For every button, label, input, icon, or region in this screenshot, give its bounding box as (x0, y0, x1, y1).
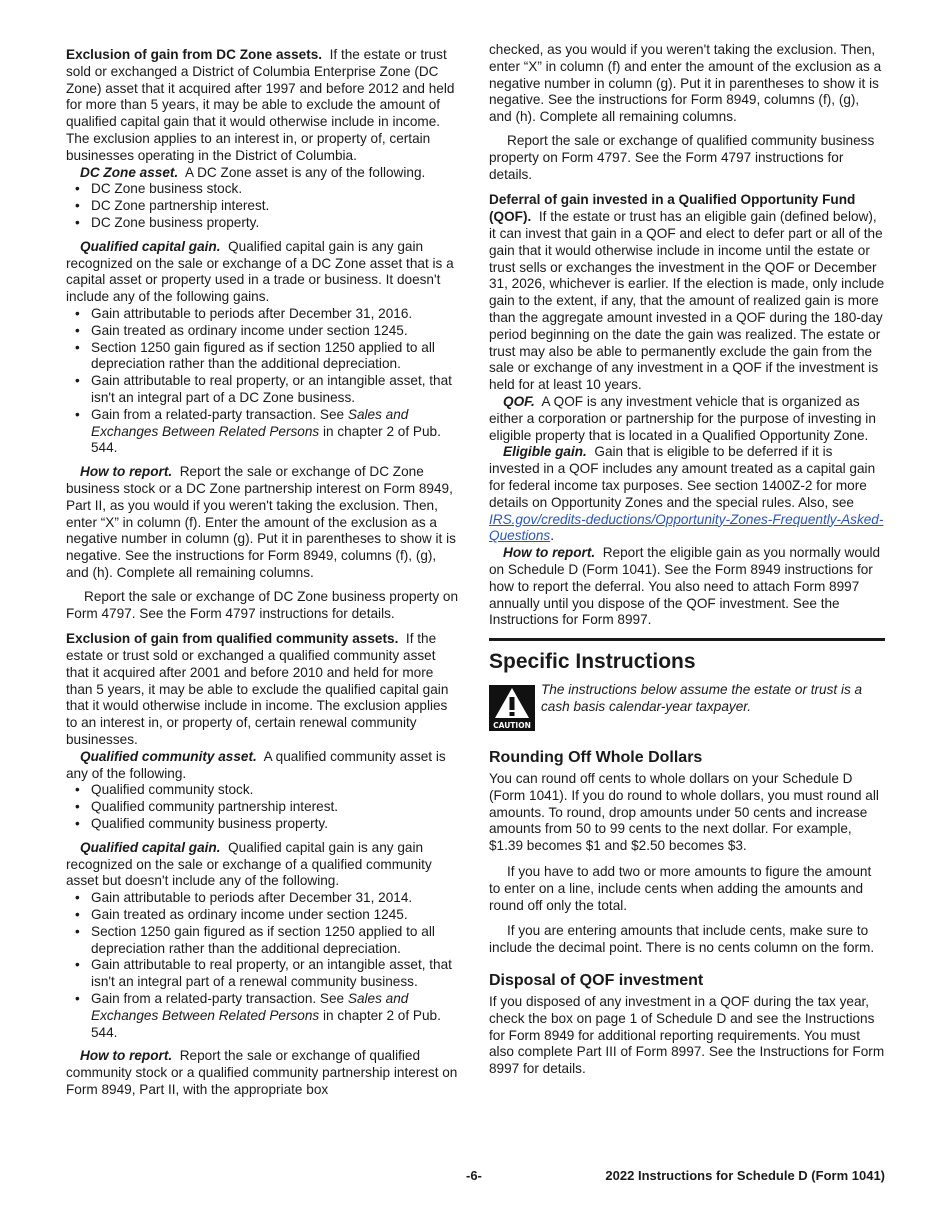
qof-heading: Deferral of gain invested in a Qualified Opportunity Fund (QOF). (489, 192, 856, 225)
qc-heading: Exclusion of gain from qualified community assets. (66, 631, 399, 647)
qcg1-paragraph: Qualified capital gain. Qualified capital gain is any gain recognized on the sale or exchange of a DC Zone asset that is a capital asset or property used in a trade or business. It doesn't include any of the following gains. (66, 238, 454, 305)
qcg2-list (66, 890, 461, 1041)
htr2-label: How to report. (80, 1048, 173, 1064)
left-column (66, 47, 461, 1099)
htr1-paragraph: How to report. Report the sale or exchange of DC Zone business stock or a DC Zone partnership interest on Form 8949, Part II, as you would if you weren't taking the exclusion. Then, enter “X” in column (f). Enter the amount of the exclusion as a negative number in column (g). Put it in parentheses to show it is negative. See the instructions for Form 8949, columns (f), (g), and (h). Complete all remaining columns. (66, 464, 456, 580)
disposal-title: Disposal of QOF investment (489, 972, 704, 990)
dc-zone-paragraph: Exclusion of gain from DC Zone assets. If the estate or trust sold or exchanged a District of Columbia Enterprise Zone (DC Zone) asset that it acquired after 1997 and before 2012 and held for more than 5 years, it may be able to exclude the amount of qualified capital gain that it would otherwise include in income. The exclusion applies to an interest in, or property of, certain businesses operating in the District of Columbia. (66, 47, 455, 163)
list-item: • Gain attributable to real property, or an intangible asset, that isn't an integral part of a DC Zone business. (66, 373, 461, 407)
dc-asset-label: DC Zone asset. (80, 164, 179, 180)
qcbp-paragraph: Report the sale or exchange of qualified community business property on Form 4797. See the Form 4797 instructions for details. (489, 132, 875, 182)
section-divider (489, 638, 885, 641)
qcg2-paragraph: Qualified capital gain. Qualified capital gain is any gain recognized on the sale or exchange of a qualified community asset but doesn't include any of the following. (66, 839, 432, 889)
list-item: • DC Zone partnership interest. (66, 198, 461, 215)
right-column (489, 42, 885, 1078)
list-item: • Gain treated as ordinary income under section 1245. (66, 323, 461, 340)
htr3-paragraph: How to report. Report the eligible gain as you normally would on Schedule D (Form 1041). See the Form 8949 instructions for how to report the deferral. You also need to attach Form 8997 annually until you dispose of the QOF investment. See the Instructions for Form 8997. (489, 545, 881, 628)
qcg2-label: Qualified capital gain. (80, 839, 221, 855)
eligible-gain-paragraph: Eligible gain. Gain that is eligible to be deferred if it is invested in a QOF includes any amount treated as a capital gain for federal income tax purposes. See section 1400Z-2 for more details on Opportunity Zones and the special rules. Also, see IRS.gov/credits-deductions/Opportunity-Zones-Frequently-Asked-Questions. (489, 444, 884, 544)
rounding-paragraph-3: If you are entering amounts that include cents, make sure to include the decimal point. There is no cents column on the form. (489, 923, 875, 956)
rounding-paragraph-2: If you have to add two or more amounts to figure the amount to enter on a line, include cents when adding the amounts and round off only the total. (489, 864, 872, 913)
htr3-label: How to report. (503, 545, 596, 561)
list-item: • Gain treated as ordinary income under section 1245. (66, 907, 461, 924)
qof-paragraph: Deferral of gain invested in a Qualified Opportunity Fund (QOF). If the estate or trust has an eligible gain (defined below), it can invest that gain in a QOF and elect to defer part or all of the gain that it would otherwise include in income until the estate or trust sells or exchanges the investment in the QOF or December 31, 2026, whichever is earlier. If the election is made, only include gain to the extent, if any, that the amount of realized gain is more than the aggregate amount invested in a QOF during the 180-day period beginning on the date the gain was realized. The estate or trust may also be able to permanently exclude the gain from the sale or exchange of any investment in a QOF if the investment is held for at least 10 years. (489, 192, 885, 393)
htr1-label: How to report. (80, 464, 173, 480)
list-item: • Gain attributable to periods after December 31, 2014. (66, 890, 461, 907)
caution-text: The instructions below assume the estate or trust is a cash basis calendar-year taxpayer. (541, 682, 863, 714)
list-item: • Qualified community partnership interest. (66, 799, 461, 816)
dc-asset-list (66, 181, 461, 231)
caution-icon (489, 685, 535, 731)
disposal-paragraph: If you disposed of any investment in a QOF during the tax year, check the box on page 1 of Schedule D and see the Instructions for Form 8949 for additional reporting requirements. You must also complete Part III of Form 8997. See the Instructions for Form 8997 for details. (489, 994, 885, 1077)
qca-label: Qualified community asset. (80, 748, 257, 764)
dc-zone-heading: Exclusion of gain from DC Zone assets. (66, 47, 323, 62)
qof-def-paragraph: QOF. A QOF is any investment vehicle that is organized as either a corporation or partnership for the purpose of investing in eligible property that is located in a Qualified Opportunity Zone. (489, 393, 876, 443)
list-item: • Section 1250 gain figured as if section 1250 applied to all depreciation rather than the additional depreciation. (66, 340, 461, 374)
qof-label: QOF. (503, 393, 535, 409)
list-item: • Qualified community business property. (66, 816, 461, 833)
dc-property-paragraph: Report the sale or exchange of DC Zone business property on Form 4797. See the Form 4797 instructions for details. (66, 588, 459, 621)
irs-opportunity-zones-link[interactable]: IRS.gov/credits-deductions/Opportunity-Zones-Frequently-Asked-Questions (489, 511, 884, 544)
rounding-title: Rounding Off Whole Dollars (489, 749, 703, 767)
list-item: • Section 1250 gain figured as if section 1250 applied to all depreciation rather than the additional depreciation. (66, 924, 461, 958)
list-item: • Gain from a related-party transaction. See Sales and Exchanges Between Related Persons in chapter 2 of Pub. 544. (66, 991, 461, 1041)
page-number: -6- (466, 1168, 482, 1183)
list-item: • Gain from a related-party transaction. See Sales and Exchanges Between Related Persons in chapter 2 of Pub. 544. (66, 407, 461, 457)
list-item: • Gain attributable to real property, or an intangible asset, that isn't an integral part of a renewal community business. (66, 957, 461, 991)
eligible-gain-label: Eligible gain. (503, 444, 587, 460)
continuation-paragraph: checked, as you would if you weren't taking the exclusion. Then, enter “X” in column (f) and enter the amount of the exclusion as a negative number in column (g). Put it in parentheses to show it is negative. See the instructions for Form 8949, columns (f), (g), and (h). Complete all remaining columns. (489, 42, 882, 125)
list-item: • DC Zone business property. (66, 215, 461, 232)
document-title: 2022 Instructions for Schedule D (Form 1041) (605, 1168, 885, 1183)
caution-note (489, 682, 885, 731)
rounding-paragraph-1: You can round off cents to whole dollars on your Schedule D (Form 1041). If you do round to whole dollars, you must round all amounts. To round, drop amounts under 50 cents and increase amounts from 50 to 99 cents to the next dollar. For example, $1.39 becomes $1 and $2.50 becomes $3. (489, 771, 879, 854)
qc-paragraph: Exclusion of gain from qualified community assets. If the estate or trust sold or exchanged a qualified community asset that it acquired after 2001 and before 2010 and held for more than 5 years, it may be able to exclude the qualified capital gain that it would otherwise include in income. The exclusion applies to an interest in, or property of, certain renewal community businesses. (66, 631, 449, 748)
page-footer (66, 1168, 885, 1186)
qca-paragraph: Qualified community asset. A qualified community asset is any of the following. (66, 748, 446, 781)
list-item: • Gain attributable to periods after December 31, 2016. (66, 306, 461, 323)
qcg1-list (66, 306, 461, 457)
htr2-paragraph: How to report. Report the sale or exchange of qualified community stock or a qualified community partnership interest on Form 8949, Part II, with the appropriate box (66, 1048, 458, 1098)
qca-list (66, 782, 461, 832)
list-item: • DC Zone business stock. (66, 181, 461, 198)
list-item: • Qualified community stock. (66, 782, 461, 799)
specific-instructions-title: Specific Instructions (489, 650, 696, 674)
dc-asset-paragraph: DC Zone asset. A DC Zone asset is any of the following. (80, 164, 426, 180)
qcg1-label: Qualified capital gain. (80, 238, 221, 254)
caution-label: CAUTION (493, 721, 531, 731)
